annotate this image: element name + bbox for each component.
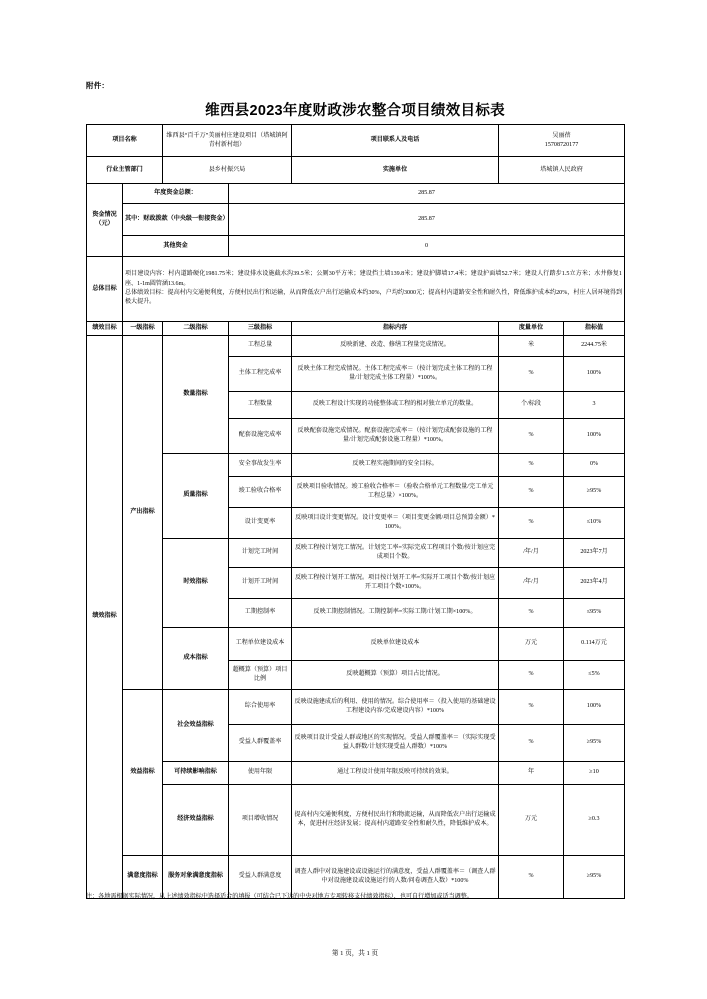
- indicator-unit: 万元: [499, 784, 564, 855]
- dept-label: 行业主管部门: [87, 157, 163, 184]
- table-row: [87, 627, 625, 660]
- indicator-target-value: ≤95%: [564, 598, 625, 627]
- contact-value: [499, 125, 625, 157]
- indicator-content: 反映工程按计划开工情况。项目按计划开工率=实际开工项目个数/按计划应开工项目个数×100%。: [292, 567, 499, 598]
- table-row-funding-total: [87, 184, 625, 204]
- table-header-row: [87, 322, 625, 336]
- performance-target-table: [86, 124, 625, 899]
- level3-indicator: 工程总量: [229, 335, 292, 356]
- table-row-project-name: [87, 125, 625, 157]
- indicator-target-value: ≥95%: [564, 476, 625, 507]
- indicator-unit: %: [499, 660, 564, 689]
- indicator-target-value: 0.114万元: [564, 627, 625, 660]
- indicator-content: 反映新建、改造、修缮工程量完成情况。: [292, 335, 499, 356]
- level1-indicator: 满意度指标: [123, 855, 163, 898]
- indicator-target-value: 0%: [564, 453, 625, 476]
- table-row-overall-goals: [87, 257, 625, 322]
- indicator-unit: 个/标段: [499, 391, 564, 418]
- indicator-target-value: 100%: [564, 689, 625, 724]
- indicator-unit: %: [499, 689, 564, 724]
- table-row-funding-fiscal: [87, 204, 625, 236]
- table-row: [87, 453, 625, 476]
- page-number: 第 1 页，共 1 页: [331, 950, 379, 957]
- funding-value-0: 285.87: [229, 184, 625, 204]
- table-row: [87, 855, 625, 898]
- indicator-content: 提高村内交通便利度，方便村民出行和物流运输，从而降低农户出行运输成本，促进村庄经济发展；提高村内道路安全性和耐久性，降低维护成本。: [292, 784, 499, 855]
- level3-indicator: 受益人群覆盖率: [229, 724, 292, 761]
- unit-label: 实施单位: [292, 157, 499, 184]
- overall-goals-label: 总体目标: [87, 257, 123, 322]
- level3-indicator: 竣工验收合格率: [229, 476, 292, 507]
- indicator-content: 反映主体工程完成情况。主体工程完成率＝（按计划完成主体工程的工程量/计划完成主体工程量）*100%。: [292, 356, 499, 391]
- level3-indicator: 主体工程完成率: [229, 356, 292, 391]
- contact-phone: 15708720177: [544, 141, 579, 148]
- project-name-label: 项目名称: [87, 125, 163, 157]
- funding-label-1: 其中：财政拨款（中央级一衔接资金）: [123, 204, 229, 236]
- indicator-target-value: 2244.75米: [564, 335, 625, 356]
- indicator-unit: 米: [499, 335, 564, 356]
- level3-indicator: 安全事故发生率: [229, 453, 292, 476]
- table-row: [87, 784, 625, 855]
- indicator-target-value: ≥95%: [564, 724, 625, 761]
- indicator-content: 反映工期控制情况。工期控制率=实际工期/计划工期×100%。: [292, 598, 499, 627]
- unit-value: 塔城镇人民政府: [499, 157, 625, 184]
- overall-goals-value: [123, 257, 625, 322]
- indicator-unit: /年/月: [499, 567, 564, 598]
- page-title: 维西县2023年度财政涉农整合项目绩效目标表: [205, 103, 505, 119]
- indicator-unit: %: [499, 418, 564, 453]
- indicator-target-value: ≤5%: [564, 660, 625, 689]
- column-header-2: 二级指标: [163, 322, 229, 336]
- column-header-4: 指标内容: [292, 322, 499, 336]
- indicator-unit: 年: [499, 761, 564, 784]
- level3-indicator: 工期控制率: [229, 598, 292, 627]
- indicator-content: 反映设施建成后的利用、使用的情况。综合使用率＝（投入使用的基础建设工程建设内容/完成建设内容）*100%: [292, 689, 499, 724]
- dept-value: 县乡村振兴局: [163, 157, 292, 184]
- overall-goals-line2: 总体绩效目标：提高村内交通便利度，方便村民出行和运输，从而降低农户出行运输成本约30%，户均约3000元；提高村内道路安全性和耐久性，降低维护成本约20%，村庄人居环境得到极大提升。: [125, 290, 623, 306]
- funding-value-2: 0: [229, 236, 625, 257]
- indicator-content: 反映工程按计划完工情况。计划完工率=实际完成工程项目个数/按计划应完成项目个数。: [292, 538, 499, 567]
- indicator-content: 反映单位建设成本: [292, 627, 499, 660]
- indicator-unit: %: [499, 356, 564, 391]
- indicator-target-value: 2023年4月: [564, 567, 625, 598]
- indicator-target-value: 100%: [564, 356, 625, 391]
- table-row: [87, 689, 625, 724]
- table-row-funding-other: [87, 236, 625, 257]
- indicator-unit: /年/月: [499, 538, 564, 567]
- column-header-5: 度量单位: [499, 322, 564, 336]
- indicator-unit: 万元: [499, 627, 564, 660]
- indicator-content: 调查人群中对设施建设或设施运行的满意度，受益人群覆盖率＝（调查人群中对设施建设或设施运行的人数/问卷调查人数）*100%: [292, 855, 499, 898]
- level3-indicator: 项目增收情况: [229, 784, 292, 855]
- column-header-6: 指标值: [564, 322, 625, 336]
- level2-indicator: 数量指标: [163, 335, 229, 453]
- project-name-value: 维西县“百千万”美丽村庄建设项目（塔城镇阿青村新村组）: [163, 125, 292, 157]
- level2-indicator: 质量指标: [163, 453, 229, 538]
- level3-indicator: 综合使用率: [229, 689, 292, 724]
- overall-goals-line1: 项目建设内容：村内道路硬化1981.75米；建设排水设施截水沟39.5米；公厕30平方米；建设挡土墙139.8米；建设护脚墙17.4米；建设护面墙52.7米；建设人行踏步1.5立方米；水井修复1座、1-1m圆管涵13.6m。: [125, 271, 623, 287]
- level2-indicator: 时效指标: [163, 538, 229, 627]
- level2-indicator: 成本指标: [163, 627, 229, 689]
- indicator-content: 通过工程设计使用年限反映可持续的效果。: [292, 761, 499, 784]
- indicator-target-value: ≤10%: [564, 507, 625, 538]
- level3-indicator: 超概算（预算）项目比例: [229, 660, 292, 689]
- level2-indicator: 经济效益指标: [163, 784, 229, 855]
- funding-value-1: 285.87: [229, 204, 625, 236]
- table-row: [87, 538, 625, 567]
- footnote: 注：各地需根据实际情况，从上述绩效指标中选择适合的填报（可结合已下达的中央对地方专项转移支付绩效指标），也可自行增加或适当调整。: [86, 894, 473, 900]
- table-row: [87, 335, 625, 356]
- level2-indicator: 社会效益指标: [163, 689, 229, 761]
- indicator-content: 反映项目验收情况。竣工验收合格率＝（验收合格单元工程数量/完工单元工程总量）×100%。: [292, 476, 499, 507]
- indicator-content: 反映项目设计变更情况。设计变更率＝（项目变更金额/项目总预算金额）*100%。: [292, 507, 499, 538]
- level1-indicator: 效益指标: [123, 689, 163, 855]
- level3-indicator: 计划完工时间: [229, 538, 292, 567]
- level2-indicator: 服务对象满意度指标: [163, 855, 229, 898]
- level3-indicator: 工程数量: [229, 391, 292, 418]
- funding-label-2: 其他资金: [123, 236, 229, 257]
- level3-indicator: 配套设施完成率: [229, 418, 292, 453]
- indicator-target-value: 3: [564, 391, 625, 418]
- level3-indicator: 设计变更率: [229, 507, 292, 538]
- column-header-1: 一级指标: [123, 322, 163, 336]
- table-row: [87, 761, 625, 784]
- performance-indicator-label: 绩效指标: [87, 335, 123, 898]
- level2-indicator: 可持续影响指标: [163, 761, 229, 784]
- indicator-unit: %: [499, 724, 564, 761]
- funding-label-0: 年度资金总额：: [123, 184, 229, 204]
- indicator-unit: %: [499, 507, 564, 538]
- indicator-target-value: 100%: [564, 418, 625, 453]
- attachment-label: 附件：: [86, 81, 110, 90]
- indicator-target-value: ≥95%: [564, 855, 625, 898]
- contact-name: 吴丽蓓: [552, 132, 571, 139]
- indicator-content: 反映工程设计实现的功能整体或工程的相对独立单元的数量。: [292, 391, 499, 418]
- indicator-target-value: ≥0.3: [564, 784, 625, 855]
- level3-indicator: 受益人群满意度: [229, 855, 292, 898]
- indicator-content: 反映超概算（预算）项目占比情况。: [292, 660, 499, 689]
- level3-indicator: 计划开工时间: [229, 567, 292, 598]
- level3-indicator: 使用年限: [229, 761, 292, 784]
- contact-label: 项目联系人及电话: [292, 125, 499, 157]
- funding-section-label: 资金情况（元）: [87, 184, 123, 257]
- level3-indicator: 工程单位建设成本: [229, 627, 292, 660]
- indicator-content: 反映工程实施期间的安全目标。: [292, 453, 499, 476]
- indicator-unit: %: [499, 598, 564, 627]
- indicator-target-value: 2023年7月: [564, 538, 625, 567]
- indicator-target-value: ≥10: [564, 761, 625, 784]
- column-header-0: 绩效目标: [87, 322, 123, 336]
- table-row-department: [87, 157, 625, 184]
- indicator-content: 反映项目设计受益人群或地区的实现情况。受益人群覆盖率＝（实际实现受益人群数/计划实现受益人群数）*100%: [292, 724, 499, 761]
- indicator-unit: %: [499, 453, 564, 476]
- indicator-content: 反映配套设施完成情况。配套设施完成率＝（按计划完成配套设施的工程量/计划完成配套设施工程量）*100%。: [292, 418, 499, 453]
- level1-indicator: 产出指标: [123, 335, 163, 689]
- indicator-unit: %: [499, 476, 564, 507]
- indicator-unit: %: [499, 855, 564, 898]
- column-header-3: 三级指标: [229, 322, 292, 336]
